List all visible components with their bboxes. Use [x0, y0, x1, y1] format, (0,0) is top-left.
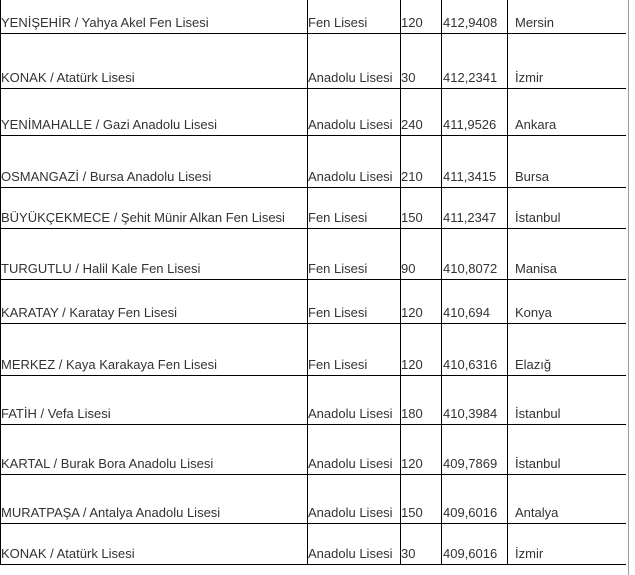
- table-row: [1, 135, 626, 187]
- quota-cell: 180: [401, 375, 442, 424]
- school-type-cell: Anadolu Lisesi: [308, 375, 401, 424]
- score-cell: 410,6316: [442, 323, 508, 375]
- table-row: [1, 187, 626, 228]
- quota-cell: 150: [401, 187, 442, 228]
- city-cell: İstanbul: [508, 424, 626, 474]
- school-cell: KARATAY / Karatay Fen Lisesi: [1, 279, 308, 323]
- score-cell: 411,2347: [442, 187, 508, 228]
- school-type-cell: Fen Lisesi: [308, 279, 401, 323]
- score-cell: 412,2341: [442, 33, 508, 88]
- table-row: [1, 375, 626, 424]
- quota-cell: 30: [401, 523, 442, 564]
- school-type-cell: Fen Lisesi: [308, 0, 401, 33]
- table-row: [1, 33, 626, 88]
- city-cell: İstanbul: [508, 375, 626, 424]
- city-cell: Manisa: [508, 228, 626, 279]
- page-edge-divider: [628, 0, 629, 575]
- table-row: [1, 474, 626, 523]
- table-row: [1, 88, 626, 135]
- school-type-cell: Anadolu Lisesi: [308, 523, 401, 564]
- city-cell: Mersin: [508, 0, 626, 33]
- table-row: [1, 279, 626, 323]
- school-cell: YENİŞEHİR / Yahya Akel Fen Lisesi: [1, 0, 308, 33]
- quota-cell: 120: [401, 0, 442, 33]
- table-row: [1, 323, 626, 375]
- school-cell: MERKEZ / Kaya Karakaya Fen Lisesi: [1, 323, 308, 375]
- quota-cell: 240: [401, 88, 442, 135]
- table-row: [1, 228, 626, 279]
- city-cell: İstanbul: [508, 187, 626, 228]
- city-cell: İzmir: [508, 33, 626, 88]
- score-cell: 409,6016: [442, 474, 508, 523]
- quota-cell: 30: [401, 33, 442, 88]
- score-cell: 410,3984: [442, 375, 508, 424]
- school-type-cell: Anadolu Lisesi: [308, 474, 401, 523]
- score-cell: 412,9408: [442, 0, 508, 33]
- school-cell: KARTAL / Burak Bora Anadolu Lisesi: [1, 424, 308, 474]
- score-cell: 410,8072: [442, 228, 508, 279]
- table-row: [1, 0, 626, 33]
- school-cell: FATİH / Vefa Lisesi: [1, 375, 308, 424]
- table-row: [1, 523, 626, 564]
- school-type-cell: Fen Lisesi: [308, 187, 401, 228]
- school-type-cell: Anadolu Lisesi: [308, 424, 401, 474]
- school-cell: MURATPAŞA / Antalya Anadolu Lisesi: [1, 474, 308, 523]
- quota-cell: 150: [401, 474, 442, 523]
- city-cell: Elazığ: [508, 323, 626, 375]
- school-cell: YENİMAHALLE / Gazi Anadolu Lisesi: [1, 88, 308, 135]
- school-type-cell: Anadolu Lisesi: [308, 135, 401, 187]
- score-cell: 411,9526: [442, 88, 508, 135]
- school-cell: OSMANGAZİ / Bursa Anadolu Lisesi: [1, 135, 308, 187]
- school-type-cell: Anadolu Lisesi: [308, 33, 401, 88]
- quota-cell: 90: [401, 228, 442, 279]
- score-cell: 410,694: [442, 279, 508, 323]
- school-cell: KONAK / Atatürk Lisesi: [1, 33, 308, 88]
- school-type-cell: Anadolu Lisesi: [308, 88, 401, 135]
- table-body: [1, 0, 626, 564]
- quota-cell: 210: [401, 135, 442, 187]
- city-cell: Ankara: [508, 88, 626, 135]
- score-cell: 409,7869: [442, 424, 508, 474]
- city-cell: Konya: [508, 279, 626, 323]
- table-row: [1, 424, 626, 474]
- school-cell: KONAK / Atatürk Lisesi: [1, 523, 308, 564]
- quota-cell: 120: [401, 323, 442, 375]
- city-cell: İzmir: [508, 523, 626, 564]
- score-cell: 411,3415: [442, 135, 508, 187]
- school-cell: TURGUTLU / Halil Kale Fen Lisesi: [1, 228, 308, 279]
- city-cell: Antalya: [508, 474, 626, 523]
- quota-cell: 120: [401, 279, 442, 323]
- score-cell: 409,6016: [442, 523, 508, 564]
- school-type-cell: Fen Lisesi: [308, 228, 401, 279]
- school-cell: BÜYÜKÇEKMECE / Şehit Münir Alkan Fen Lisesi: [1, 187, 308, 228]
- quota-cell: 120: [401, 424, 442, 474]
- school-type-cell: Fen Lisesi: [308, 323, 401, 375]
- city-cell: Bursa: [508, 135, 626, 187]
